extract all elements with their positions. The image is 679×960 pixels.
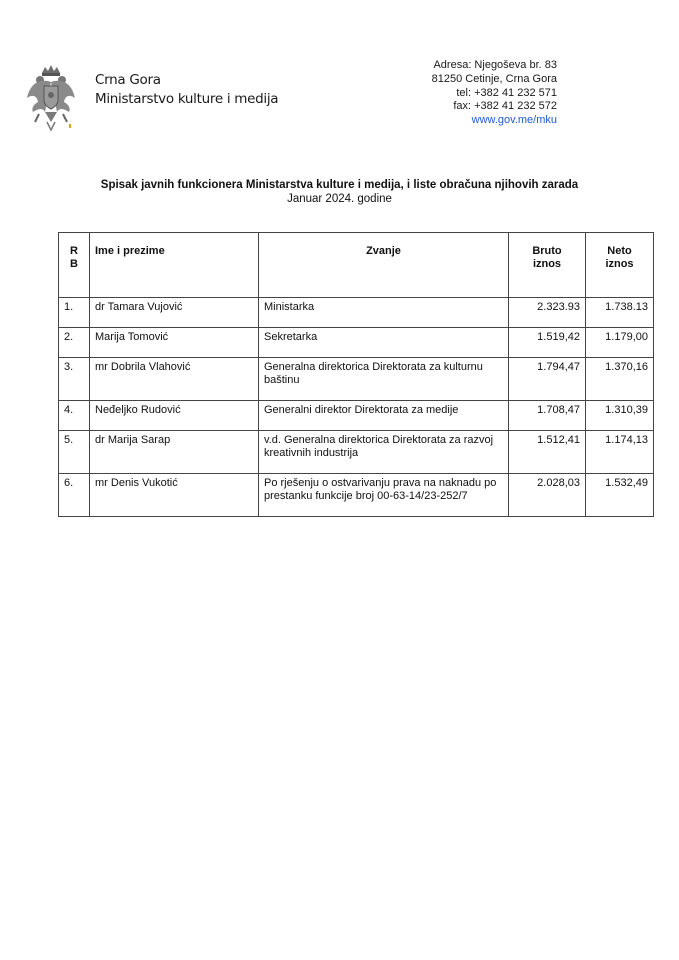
address-street: Adresa: Njegoševa br. 83 (433, 59, 557, 71)
officials-table (58, 232, 654, 517)
contact-block (432, 59, 557, 128)
cell-name: dr Tamara Vujović (90, 298, 259, 328)
table-header-row (59, 233, 654, 298)
table-row (59, 474, 654, 517)
header-rb: R B (59, 233, 90, 298)
table-row (59, 401, 654, 431)
cell-neto: 1.532,49 (586, 474, 654, 517)
cell-bruto: 2.323.93 (509, 298, 586, 328)
table-row (59, 431, 654, 474)
cell-rb: 6. (59, 474, 90, 517)
header-bruto: Bruto iznos (509, 233, 586, 298)
cell-bruto: 1.794,47 (509, 358, 586, 401)
cell-neto: 1.370,16 (586, 358, 654, 401)
cell-title: Po rješenju o ostvarivanju prava na naknadu po prestanku funkcije broj 00-63-14/23-252/7 (259, 474, 509, 517)
org-country: Crna Gora (95, 72, 161, 88)
cell-name: mr Dobrila Vlahović (90, 358, 259, 401)
cell-bruto: 1.708,47 (509, 401, 586, 431)
cell-rb: 3. (59, 358, 90, 401)
fax-number: fax: +382 41 232 572 (453, 100, 557, 113)
cell-bruto: 1.519,42 (509, 328, 586, 358)
org-ministry: Ministarstvo kulture i medija (95, 91, 279, 107)
header-name: Ime i prezime (90, 233, 259, 298)
cell-rb: 2. (59, 328, 90, 358)
cell-bruto: 2.028,03 (509, 474, 586, 517)
cell-rb: 1. (59, 298, 90, 328)
table-row (59, 358, 654, 401)
cell-title: v.d. Generalna direktorica Direktorata za razvoj kreativnih industrija (259, 431, 509, 474)
phone-number: tel: +382 41 232 571 (456, 86, 557, 99)
cell-title: Sekretarka (259, 328, 509, 358)
cell-bruto: 1.512,41 (509, 431, 586, 474)
address-city: 81250 Cetinje, Crna Gora (431, 72, 557, 85)
document-heading (0, 178, 679, 206)
cell-neto: 1.179,00 (586, 328, 654, 358)
table-row (59, 328, 654, 358)
cell-rb: 5. (59, 431, 90, 474)
cell-name: mr Denis Vukotić (90, 474, 259, 517)
cell-neto: 1.738.13 (586, 298, 654, 328)
cell-neto: 1.310,39 (586, 401, 654, 431)
header-title: Zvanje (259, 233, 509, 298)
cell-neto: 1.174,13 (586, 431, 654, 474)
document-title: Spisak javnih funkcionera Ministarstva kulture i medija, i liste obračuna njihovih zarada (100, 179, 579, 191)
organization-name (95, 71, 278, 109)
document-subtitle: Januar 2024. godine (287, 193, 392, 205)
cell-name: Neđeljko Rudović (90, 401, 259, 431)
website-link[interactable]: www.gov.me/mku (471, 114, 557, 127)
cell-title: Generalna direktorica Direktorata za kulturnu baštinu (259, 358, 509, 401)
cell-rb: 4. (59, 401, 90, 431)
header-neto: Neto iznos (586, 233, 654, 298)
cell-name: Marija Tomović (90, 328, 259, 358)
cell-name: dr Marija Sarap (90, 431, 259, 474)
table-row (59, 298, 654, 328)
coat-of-arms-icon (25, 64, 77, 134)
cell-title: Generalni direktor Direktorata za medije (259, 401, 509, 431)
cell-title: Ministarka (259, 298, 509, 328)
